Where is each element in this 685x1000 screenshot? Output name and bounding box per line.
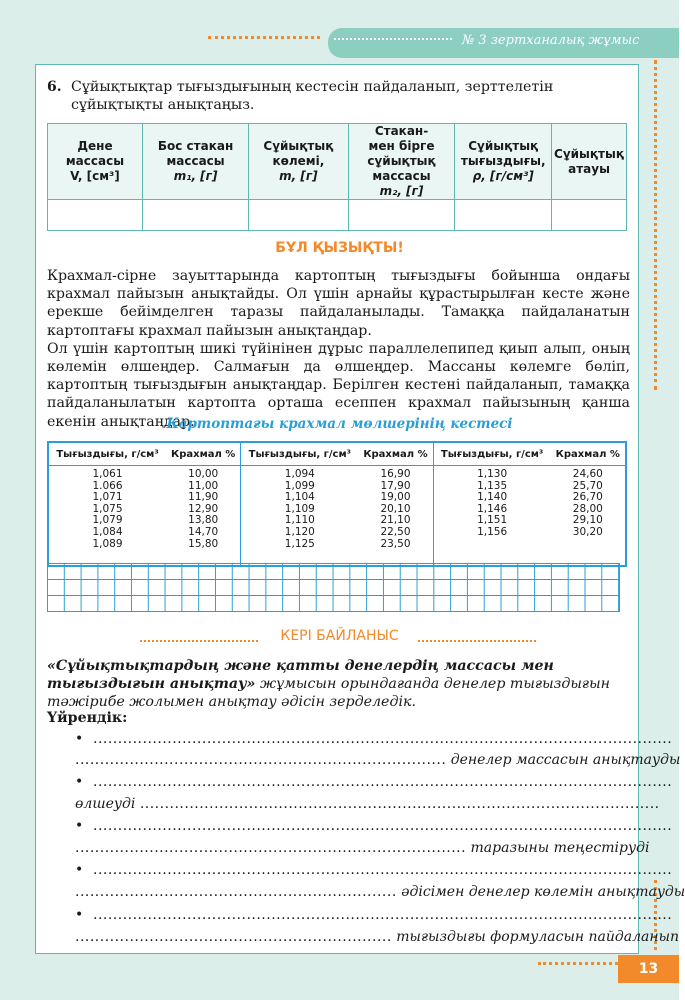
feedback-dots-right (418, 640, 536, 642)
header-glass-with-liquid-mass: Стакан- мен бірге сұйықтық массасы m₂, [г] (348, 124, 455, 200)
header-density: Тығыздығы, г/см³ (48, 442, 166, 466)
interesting-paragraph-1: Крахмал-сірне зауыттарында картоптың тығыздығы бойынша ондағы крахмал пайызын анықтайды. Ол үшін арнайы құрастырылған кесте және ерекше бейімделген таразы пайдаланылады. Тамаққа пайдаланатын картоптағы крахмал пайызын анықтаңдар. (47, 268, 630, 339)
header-starch: Крахмал % (166, 442, 241, 466)
interesting-paragraph-2: Ол үшін картоптың шикі түйінінен дұрыс параллелепипед қиып алып, оның көлемін өлшеңдер. Салмағын да өлшеңдер. Массаны көлемге бөліп, картоптың тығыздығын анықтаңдар. Берілген кестені пайдаланып, тамаққа пайдаланылатын картопта орташа есеппен крахмал пайызының қанша екенін анықтаңдар. (47, 340, 630, 430)
table-cell[interactable] (249, 200, 348, 231)
answer-line[interactable]: ..................................................................................................................... (93, 818, 673, 834)
answer-line[interactable]: ................................................................. әдісімен денелер көлемін анықтауды (75, 884, 685, 900)
header-starch: Крахмал % (551, 442, 626, 466)
notes-grid[interactable] (47, 563, 620, 612)
table-cell[interactable] (552, 200, 627, 231)
density-column-1: 1,061 1.066 1,071 1,075 1,079 1,084 1,089 (92, 468, 123, 550)
answer-line[interactable]: ..................................................................................................................... (93, 774, 673, 790)
table-row (48, 200, 627, 231)
table-cell[interactable] (455, 200, 552, 231)
header-body-volume: Дене массасы V, [см³] (48, 124, 143, 200)
density-column-2: 1,094 1,099 1,104 1,109 1,110 1,120 1,125 (284, 468, 315, 550)
starch-table (47, 441, 627, 567)
footer-dots (538, 962, 618, 965)
interesting-text (47, 267, 630, 431)
starch-column-2: 16,90 17,90 19,00 20,10 21,10 22,50 23,50 (358, 466, 433, 567)
answer-line[interactable]: ............................................................................... таразыны теңестіруді (75, 840, 650, 856)
feedback-intro-title: «Сұйықтықтардың және қатты денелердің массасы мен тығыздығын анықтау» (47, 658, 554, 693)
header-dots (208, 36, 320, 39)
header-liquid-name: Сұйықтық атауы (552, 124, 627, 200)
answer-line[interactable]: ..................................................................................................................... (93, 907, 673, 923)
header-title: № 3 зертханалық жұмыс (462, 33, 640, 48)
measurement-table (47, 123, 627, 231)
starch-table-caption: Картоптағы крахмал мөлшерінің кестесі (166, 416, 513, 432)
header-starch: Крахмал % (358, 442, 433, 466)
answer-line[interactable]: ..................................................................................................................... (93, 862, 673, 878)
table-cell[interactable] (142, 200, 248, 231)
header-density: Тығыздығы, г/см³ (433, 442, 550, 466)
answer-line[interactable]: ................................................................ тығыздығы формуласын пайдаланып (75, 929, 680, 945)
header-liquid-volume: Сұйықтық көлемі, m, [г] (249, 124, 348, 200)
bullet-icon: • (75, 907, 84, 923)
starch-column-3: 24,60 25,70 26,70 28,00 29,10 30,20 (572, 468, 603, 538)
answer-line[interactable]: ........................................................................... денелер массасын анықтауды (75, 752, 681, 768)
header-liquid-density: Сұйықтық тығыздығы, ρ, [г/см³] (455, 124, 552, 200)
learned-label: Үйрендік: (47, 710, 128, 726)
header-empty-glass-mass: Бос стакан массасы m₁, [г] (142, 124, 248, 200)
task-number: 6. (47, 79, 62, 95)
table-cell[interactable] (348, 200, 455, 231)
density-column-3: 1,130 1,135 1,140 1,146 1,151 1,156 (477, 468, 508, 538)
page-number: 13 (618, 955, 679, 983)
header-inner-dots (334, 38, 452, 40)
bullet-icon: • (75, 774, 84, 790)
table-cell[interactable] (48, 200, 143, 231)
bullet-icon: • (75, 731, 84, 747)
answer-line[interactable]: ..................................................................................................................... (93, 731, 673, 747)
feedback-intro (47, 657, 630, 712)
starch-table-body (48, 466, 626, 567)
starch-column-1: 10,00 11,00 11,90 12,90 13,80 14,70 15,80 (166, 466, 241, 567)
answer-line[interactable]: өлшеуді ......................................................................................................... (75, 796, 660, 812)
bullet-icon: • (75, 862, 84, 878)
interesting-title: БҰЛ ҚЫЗЫҚТЫ! (275, 240, 404, 256)
feedback-title: КЕРІ БАЙЛАНЫС (280, 628, 399, 644)
bullet-icon: • (75, 818, 84, 834)
side-dots-top (654, 60, 657, 390)
table-header-row (48, 124, 627, 200)
header-density: Тығыздығы, г/см³ (241, 442, 358, 466)
starch-table-header (48, 442, 626, 466)
task-text: Сұйықтықтар тығыздығының кестесін пайдаланып, зерттелетін сұйықтықты анықтаңыз. (71, 79, 554, 113)
feedback-intro-rest: жұмысын орындағанда денелер тығыздығын тәжірибе жолымен анықтау әдісін зерделедік. (47, 676, 610, 711)
